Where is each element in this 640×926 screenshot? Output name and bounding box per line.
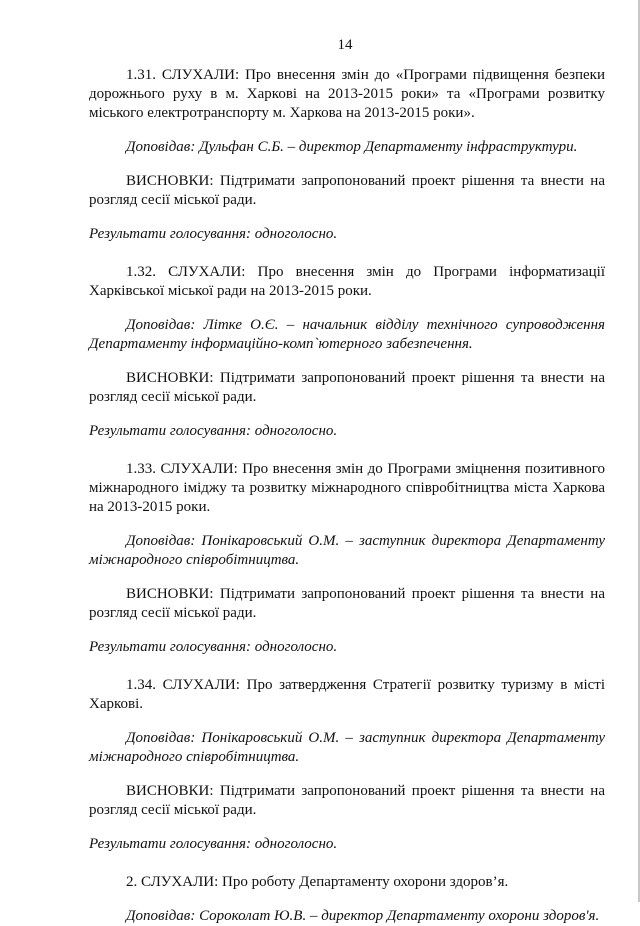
agenda-item-1-32	[89, 263, 605, 441]
speaker-paragraph: Доповідав: Дульфан С.Б. – директор Департаменту інфраструктури.	[126, 139, 578, 155]
speaker-paragraph: Доповідав: Літке О.Є. – начальник відділу технічного супроводження Департаменту інформаційно-комп`ютерного забезпечення.	[89, 317, 605, 352]
document-body	[89, 66, 605, 926]
heard-paragraph: 1.33. СЛУХАЛИ: Про внесення змін до Програми зміцнення позитивного міжнародного іміджу та розвитку міжнародного співробітництва міста Харкова на 2013-2015 роки.	[89, 461, 605, 515]
heard-paragraph: 2. СЛУХАЛИ: Про роботу Департаменту охорони здоров’я.	[126, 874, 509, 890]
vote-result: Результати голосування: одноголосно.	[89, 226, 338, 242]
vote-result: Результати голосування: одноголосно.	[89, 423, 338, 439]
speaker-paragraph: Доповідав: Понікаровський О.М. – заступник директора Департаменту міжнародного співробітництва.	[89, 730, 605, 765]
heard-paragraph: 1.32. СЛУХАЛИ: Про внесення змін до Програми інформатизації Харківської міської ради на 2013-2015 роки.	[89, 264, 605, 299]
heard-paragraph: 1.31. СЛУХАЛИ: Про внесення змін до «Програми підвищення безпеки дорожнього руху в м. Харкові на 2013-2015 роки» та «Програми розвитку міського електротранспорту м. Харкова на 2013-2015 роки».	[89, 67, 605, 121]
agenda-item-1-31	[89, 66, 605, 244]
speaker-paragraph: Доповідав: Понікаровський О.М. – заступник директора Департаменту міжнародного співробітництва.	[89, 533, 605, 568]
vote-result: Результати голосування: одноголосно.	[89, 836, 338, 852]
page-number: 14	[337, 37, 353, 53]
vote-result: Результати голосування: одноголосно.	[89, 639, 338, 655]
conclusion-paragraph: ВИСНОВКИ: Підтримати запропонований проект рішення та внести на розгляд сесії міської ради.	[89, 783, 605, 818]
conclusion-paragraph: ВИСНОВКИ: Підтримати запропонований проект рішення та внести на розгляд сесії міської ради.	[89, 586, 605, 621]
agenda-item-2	[89, 873, 605, 926]
speaker-paragraph: Доповідав: Сороколат Ю.В. – директор Департаменту охорони здоров'я.	[126, 908, 600, 924]
agenda-item-1-33	[89, 460, 605, 657]
conclusion-paragraph: ВИСНОВКИ: Підтримати запропонований проект рішення та внести на розгляд сесії міської ради.	[89, 370, 605, 405]
conclusion-paragraph: ВИСНОВКИ: Підтримати запропонований проект рішення та внести на розгляд сесії міської ради.	[89, 173, 605, 208]
heard-paragraph: 1.34. СЛУХАЛИ: Про затвердження Стратегії розвитку туризму в місті Харкові.	[89, 677, 605, 712]
agenda-item-1-34	[89, 676, 605, 854]
